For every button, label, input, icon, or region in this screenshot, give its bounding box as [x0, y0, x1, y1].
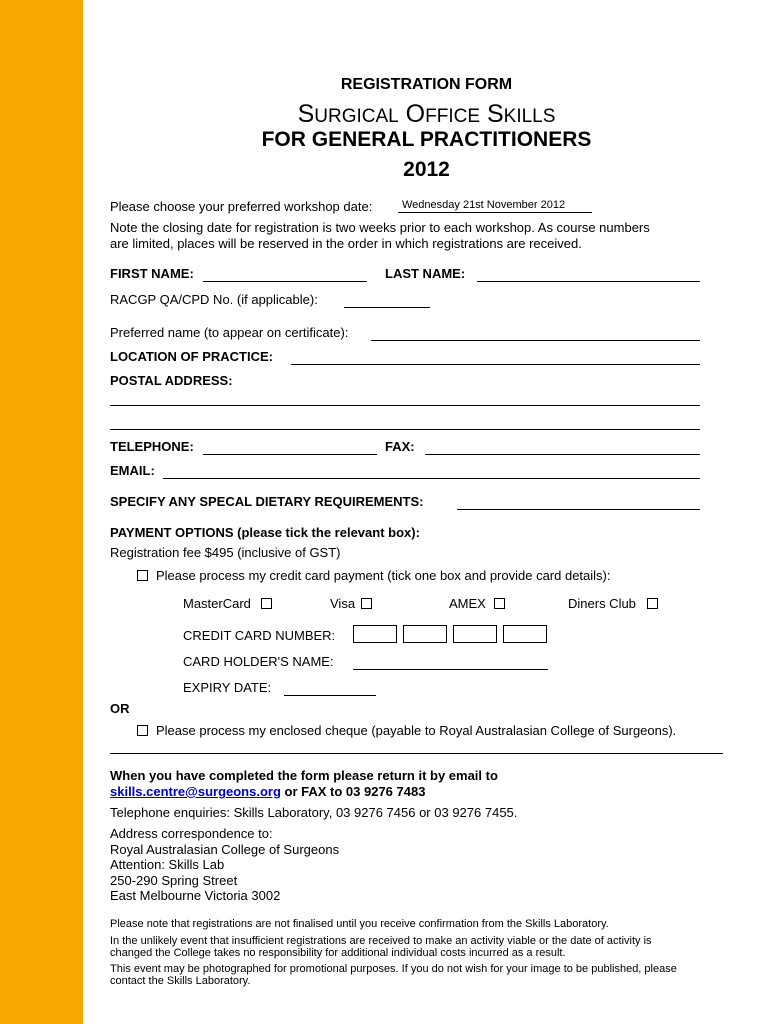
address-line: 250-290 Spring Street	[110, 873, 238, 888]
note-insufficient-line1: In the unlikely event that insufficient registrations are received to make an activity viable or the date of activity is	[110, 935, 652, 947]
mastercard-label: MasterCard	[183, 596, 251, 611]
section-divider	[110, 753, 723, 754]
email-link[interactable]: skills.centre@surgeons.org	[110, 784, 281, 799]
expiry-field[interactable]	[284, 695, 376, 696]
fax-field[interactable]	[425, 454, 700, 455]
mastercard-checkbox[interactable]	[261, 598, 272, 609]
address-line: Royal Australasian College of Surgeons	[110, 842, 340, 857]
fax-label: FAX:	[385, 439, 415, 454]
cc-number-label: CREDIT CARD NUMBER:	[183, 628, 336, 643]
closing-note-line2: are limited, places will be reserved in the order in which registrations are received.	[110, 236, 582, 251]
first-name-label: FIRST NAME:	[110, 266, 194, 281]
orange-side-stripe	[0, 0, 83, 1024]
payment-heading: PAYMENT OPTIONS (please tick the relevant box):	[110, 525, 420, 540]
page-subtitle: FOR GENERAL PRACTITIONERS	[261, 128, 592, 151]
return-contact-line	[110, 784, 425, 799]
return-instructions: When you have completed the form please return it by email to	[110, 768, 498, 783]
preferred-name-field[interactable]	[371, 340, 700, 341]
amex-label: AMEX	[449, 596, 486, 611]
last-name-field[interactable]	[477, 281, 700, 282]
telephone-label: TELEPHONE:	[110, 439, 194, 454]
first-name-field[interactable]	[203, 281, 367, 282]
postal-address-line1[interactable]	[110, 405, 700, 406]
closing-note-line1: Note the closing date for registration is two weeks prior to each workshop. As course numbers	[110, 220, 650, 235]
last-name-label: LAST NAME:	[385, 266, 466, 281]
email-label: EMAIL:	[110, 463, 155, 478]
visa-label: Visa	[330, 596, 356, 611]
diners-club-label: Diners Club	[568, 596, 636, 611]
dietary-field[interactable]	[457, 509, 700, 510]
location-field[interactable]	[291, 364, 700, 365]
racgp-label: RACGP QA/CPD No. (if applicable):	[110, 292, 318, 307]
cheque-checkbox[interactable]	[137, 725, 148, 736]
cc-number-box-1[interactable]	[353, 625, 397, 643]
note-photo-line2: contact the Skills Laboratory.	[110, 975, 251, 987]
address-line: Attention: Skills Lab	[110, 857, 225, 872]
postal-address-line2[interactable]	[110, 429, 700, 430]
registration-fee: Registration fee $495 (inclusive of GST)	[110, 545, 341, 560]
workshop-date-line	[398, 212, 592, 213]
cc-number-box-2[interactable]	[403, 625, 447, 643]
credit-card-option-label: Please process my credit card payment (tick one box and provide card details):	[156, 568, 611, 583]
card-holder-field[interactable]	[353, 669, 548, 670]
fax-number: or FAX to 03 9276 7483	[280, 784, 426, 799]
racgp-field[interactable]	[344, 307, 430, 308]
diners-club-checkbox[interactable]	[647, 598, 658, 609]
note-photo-line1: This event may be photographed for promotional purposes. If you do not wish for your image to be published, please	[110, 963, 677, 975]
cc-number-box-3[interactable]	[453, 625, 497, 643]
expiry-label: EXPIRY DATE:	[183, 680, 272, 695]
cc-number-box-4[interactable]	[503, 625, 547, 643]
form-label: REGISTRATION FORM	[340, 76, 513, 93]
telephone-enquiries: Telephone enquiries: Skills Laboratory, 03 9276 7456 or 03 9276 7455.	[110, 805, 518, 820]
credit-card-checkbox[interactable]	[137, 570, 148, 581]
preferred-name-label: Preferred name (to appear on certificate):	[110, 325, 349, 340]
page-title: SURGICAL OFFICE SKILLS	[297, 100, 556, 128]
cheque-option-label: Please process my enclosed cheque (payable to Royal Australasian College of Surgeons).	[156, 723, 677, 738]
postal-address-label: POSTAL ADDRESS:	[110, 373, 233, 388]
workshop-date-value[interactable]: Wednesday 21st November 2012	[402, 199, 566, 211]
or-label: OR	[110, 701, 130, 716]
workshop-date-label: Please choose your preferred workshop date:	[110, 199, 373, 214]
card-holder-label: CARD HOLDER'S NAME:	[183, 654, 334, 669]
visa-checkbox[interactable]	[361, 598, 372, 609]
location-label: LOCATION OF PRACTICE:	[110, 349, 273, 364]
email-field[interactable]	[163, 478, 700, 479]
amex-checkbox[interactable]	[494, 598, 505, 609]
note-finalised: Please note that registrations are not finalised until you receive confirmation from the Skills Laboratory.	[110, 918, 609, 930]
note-insufficient-line2: changed the College takes no responsibility for additional individual costs incurred as a result.	[110, 947, 566, 959]
year: 2012	[403, 158, 450, 181]
address-line: Address correspondence to:	[110, 826, 273, 841]
telephone-field[interactable]	[203, 454, 377, 455]
dietary-label: SPECIFY ANY SPECAL DIETARY REQUIREMENTS:	[110, 494, 424, 509]
address-line: East Melbourne Victoria 3002	[110, 888, 281, 903]
